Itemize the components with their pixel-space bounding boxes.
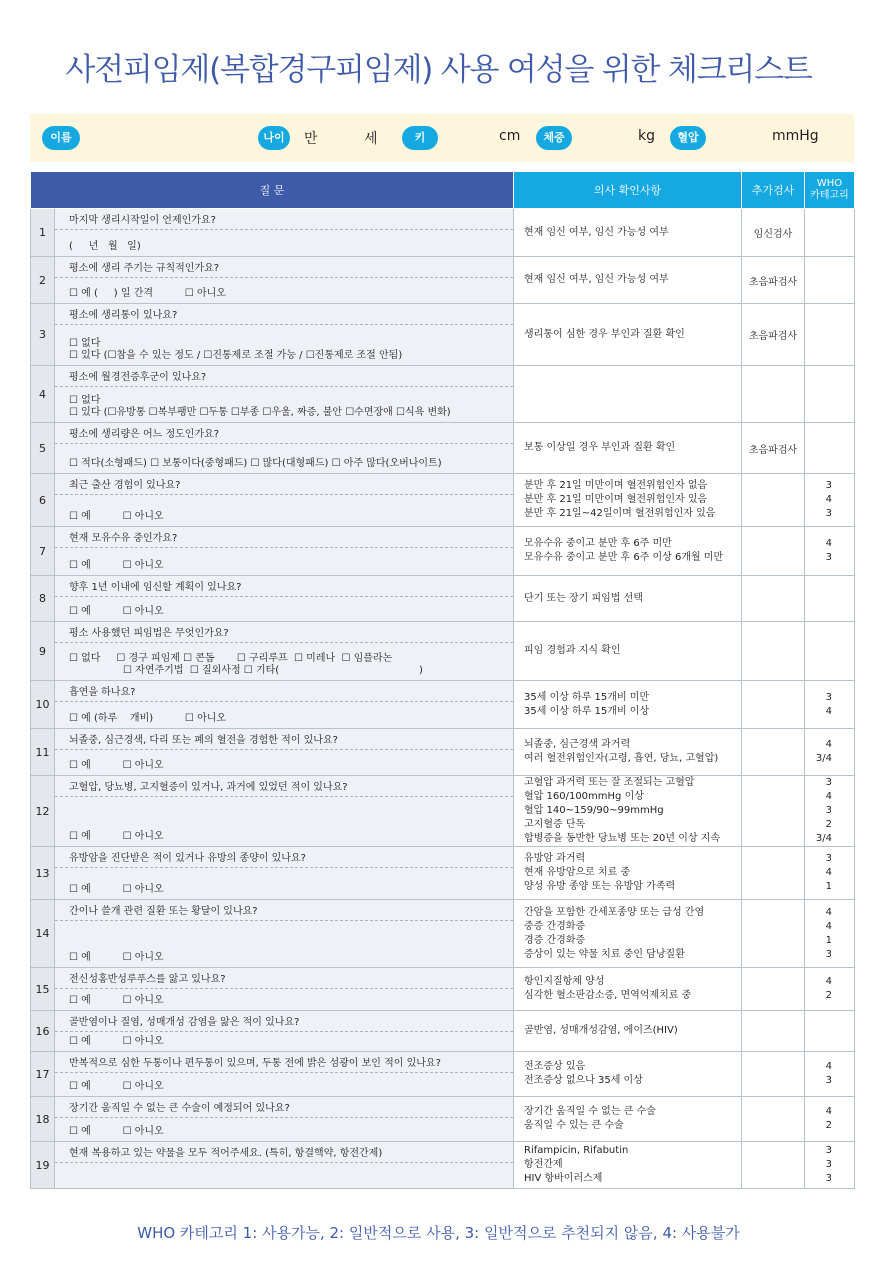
- header-question: 질 문: [31, 172, 514, 209]
- answer-area[interactable]: [55, 495, 513, 523]
- doctor-check-line: 혈압 140~159/90~99mmHg: [524, 805, 664, 816]
- doctor-check-line: 심각한 혈소판감소증, 면역억제치료 중: [524, 990, 692, 1001]
- doctor-check-line: 분만 후 21일~42일이며 혈전위험인자 있음: [524, 508, 716, 519]
- who-category-value: 3: [825, 1173, 832, 1184]
- row-number: 2: [31, 257, 55, 304]
- answer-area[interactable]: [55, 325, 513, 362]
- who-category-cell: [805, 474, 855, 527]
- doctor-check-cell: [514, 968, 742, 1011]
- table-row: [31, 366, 855, 423]
- doctor-check-line: 분만 후 21일 미만이며 혈전위험인자 없음: [524, 480, 708, 491]
- answer-area[interactable]: [55, 444, 513, 470]
- who-category-value: 3: [825, 480, 832, 491]
- who-category-value: 3: [825, 508, 832, 519]
- question-cell: [55, 968, 514, 1011]
- who-category-value: 2: [825, 819, 832, 830]
- answer-option[interactable]: ☐ 예 ☐ 아니오: [69, 995, 164, 1006]
- answer-option[interactable]: ☐ 예 ☐ 아니오: [69, 952, 164, 963]
- answer-area[interactable]: [55, 597, 513, 618]
- answer-option[interactable]: ☐ 예 ☐ 아니오: [69, 1081, 164, 1092]
- doctor-check-line: 현재 유방암으로 치료 중: [524, 867, 631, 878]
- extra-test-cell: [742, 776, 805, 847]
- extra-test-cell: [742, 900, 805, 968]
- row-number: 10: [31, 681, 55, 729]
- who-category-value: 2: [825, 1120, 832, 1131]
- doctor-check-cell: [514, 729, 742, 776]
- row-number: 19: [31, 1142, 55, 1189]
- doctor-check-cell: [514, 366, 742, 423]
- age-unit-2: 세: [364, 131, 378, 147]
- table-row: [31, 1142, 855, 1189]
- bp-label: 혈압: [670, 126, 706, 150]
- doctor-check-line: 유방암 과거력: [524, 853, 586, 864]
- question-cell: [55, 729, 514, 776]
- table-row: [31, 1097, 855, 1142]
- question-text: 현재 복용하고 있는 약물을 모두 적어주세요. (특히, 항결핵약, 항전간제): [55, 1142, 513, 1163]
- who-category-value: 4: [825, 791, 832, 802]
- table-row: [31, 257, 855, 304]
- doctor-check-line: 35세 이상 하루 15개비 미만: [524, 691, 650, 703]
- who-category-value: 4: [825, 538, 832, 549]
- answer-option[interactable]: ☐ 예 ☐ 아니오: [69, 560, 164, 571]
- answer-area[interactable]: [55, 868, 513, 896]
- who-category-value: 1: [825, 934, 832, 946]
- who-category-value: 4: [825, 739, 832, 750]
- who-category-cell: [805, 576, 855, 622]
- who-category-value: 3: [825, 1159, 832, 1170]
- answer-option[interactable]: ☐ 예 ☐ 아니오: [69, 1126, 164, 1137]
- answer-option[interactable]: ☐ 예 ☐ 아니오: [69, 511, 164, 522]
- answer-option[interactable]: ☐ 없다: [69, 338, 101, 349]
- extra-test-cell: [742, 1011, 805, 1052]
- doctor-check-line: 고혈압 과거력 또는 잘 조절되는 고혈압: [524, 777, 695, 788]
- question-cell: [55, 576, 514, 622]
- question-text: 장기간 움직일 수 없는 큰 수술이 예정되어 있나요?: [55, 1097, 513, 1118]
- answer-area[interactable]: [55, 548, 513, 572]
- who-category-cell: [805, 622, 855, 681]
- who-category-value: 2: [825, 990, 832, 1001]
- question-cell: [55, 257, 514, 304]
- table-row: [31, 1011, 855, 1052]
- extra-test-cell: [742, 1052, 805, 1097]
- extra-test-cell: [742, 527, 805, 576]
- extra-test-cell: [742, 1097, 805, 1142]
- doctor-check-cell: [514, 304, 742, 366]
- question-text: 평소에 월경전증후군이 있나요?: [55, 366, 513, 387]
- question-cell: [55, 776, 514, 847]
- answer-option[interactable]: ☐ 적다(소형패드) ☐ 보통이다(중형패드) ☐ 많다(대형패드) ☐ 아주 많다(오버나이트): [69, 458, 442, 469]
- answer-area[interactable]: [55, 1032, 513, 1048]
- row-number: 5: [31, 423, 55, 474]
- question-cell: [55, 622, 514, 681]
- answer-area[interactable]: [55, 921, 513, 964]
- row-number: 8: [31, 576, 55, 622]
- question-cell: [55, 900, 514, 968]
- table-row: [31, 304, 855, 366]
- question-cell: [55, 209, 514, 257]
- doctor-check-cell: [514, 1011, 742, 1052]
- who-category-value: 3: [825, 948, 832, 960]
- who-category-cell: [805, 209, 855, 257]
- age-unit-1: 만: [304, 131, 318, 147]
- extra-test-cell: [742, 847, 805, 900]
- row-number: 18: [31, 1097, 55, 1142]
- extra-test-cell: [742, 366, 805, 423]
- answer-option[interactable]: ☐ 없다 ☐ 경구 피임제 ☐ 콘돔 ☐ 구리루프 ☐ 미레나 ☐ 임플라논: [69, 653, 393, 664]
- doctor-check-line: 항인지질항체 양성: [524, 976, 605, 987]
- answer-option[interactable]: ☐ 예 ☐ 아니오: [69, 606, 164, 617]
- table-row: [31, 622, 855, 681]
- table-row: [31, 847, 855, 900]
- answer-option[interactable]: ☐ 없다: [69, 395, 101, 406]
- who-category-cell: [805, 729, 855, 776]
- who-category-value: 4: [825, 920, 832, 932]
- doctor-check-line: 움직일 수 있는 큰 수술: [524, 1120, 624, 1131]
- doctor-check-line: Rifampicin, Rifabutin: [524, 1145, 629, 1156]
- doctor-check-line: 전조증상 있음: [524, 1061, 586, 1072]
- doctor-check-line: 양성 유방 종양 또는 유방암 가족력: [524, 881, 676, 892]
- answer-option[interactable]: ☐ 예 ☐ 아니오: [69, 884, 164, 895]
- who-category-cell: [805, 366, 855, 423]
- who-category-value: 4: [825, 705, 832, 717]
- page-title: 사전피임제(복합경구피임제) 사용 여성을 위한 체크리스트: [65, 52, 812, 88]
- answer-option[interactable]: ( 년 월 일): [69, 241, 141, 252]
- who-category-value: 4: [825, 906, 832, 918]
- doctor-check-line: HIV 항바이러스제: [524, 1173, 603, 1184]
- table-row: [31, 527, 855, 576]
- doctor-check-line: 모유수유 중이고 분만 후 6주 이상 6개월 미만: [524, 552, 724, 563]
- answer-area[interactable]: [55, 797, 513, 843]
- question-cell: [55, 1011, 514, 1052]
- who-category-cell: [805, 681, 855, 729]
- weight-label: 체중: [536, 126, 572, 150]
- doctor-check-line: 장기간 움직일 수 없는 큰 수술: [524, 1106, 656, 1117]
- who-category-value: 3/4: [815, 753, 832, 764]
- height-unit: cm: [499, 128, 521, 144]
- table-row: [31, 968, 855, 1011]
- who-category-cell: [805, 1011, 855, 1052]
- doctor-check-line: 중증 간경화증: [524, 920, 586, 932]
- question-cell: [55, 423, 514, 474]
- who-category-cell: [805, 527, 855, 576]
- doctor-check-line: 35세 이상 하루 15개비 이상: [524, 705, 650, 717]
- doctor-check-cell: [514, 576, 742, 622]
- doctor-check-line: 생리통이 심한 경우 부인과 질환 확인: [524, 328, 685, 340]
- doctor-check-line: 분만 후 21일 미만이며 혈전위험인자 있음: [524, 494, 708, 505]
- extra-test-cell: 초음파검사: [742, 304, 805, 366]
- row-number: 17: [31, 1052, 55, 1097]
- extra-test-cell: 초음파검사: [742, 423, 805, 474]
- doctor-check-line: 뇌졸중, 심근경색 과거력: [524, 739, 631, 750]
- answer-option[interactable]: ☐ 예 ( ) 일 간격 ☐ 아니오: [69, 288, 226, 299]
- question-text: 뇌졸중, 심근경색, 다리 또는 폐의 혈전을 경험한 적이 있나요?: [55, 729, 513, 750]
- header-who-line1: WHO: [816, 178, 843, 189]
- doctor-check-line: 항전간제: [524, 1159, 563, 1170]
- who-category-cell: [805, 1097, 855, 1142]
- header-who-line2: 카테고리: [810, 190, 849, 201]
- doctor-check-line: 여러 혈전위험인자(고령, 흡연, 당뇨, 고혈압): [524, 753, 719, 764]
- table-row: [31, 1052, 855, 1097]
- answer-option[interactable]: ☐ 예 ☐ 아니오: [69, 760, 164, 771]
- answer-option[interactable]: ☐ 자연주기법 ☐ 질외사정 ☐ 기타( ): [69, 665, 423, 676]
- doctor-check-line: 현재 임신 여부, 임신 가능성 여부: [524, 226, 669, 238]
- doctor-check-line: 피임 경험과 지식 확인: [524, 645, 621, 656]
- question-text: 유방암을 진단받은 적이 있거나 유방의 종양이 있나요?: [55, 847, 513, 868]
- row-number: 11: [31, 729, 55, 776]
- who-category-cell: [805, 1142, 855, 1189]
- extra-test-cell: [742, 681, 805, 729]
- answer-option[interactable]: ☐ 예 (하루 개비) ☐ 아니오: [69, 713, 227, 724]
- row-number: 13: [31, 847, 55, 900]
- who-category-value: 4: [825, 1061, 832, 1072]
- row-number: 16: [31, 1011, 55, 1052]
- answer-option[interactable]: ☐ 있다 (☐유방통 ☐복부팽만 ☐두통 ☐부종 ☐우울, 짜증, 불안 ☐수면장애 ☐식욕 변화): [69, 407, 451, 418]
- doctor-check-cell: [514, 209, 742, 257]
- question-cell: [55, 1142, 514, 1189]
- table-header-row: [31, 172, 855, 209]
- who-category-cell: [805, 1052, 855, 1097]
- who-category-cell: [805, 257, 855, 304]
- extra-test-cell: [742, 474, 805, 527]
- question-cell: [55, 1052, 514, 1097]
- header-doctor: 의사 확인사항: [514, 172, 742, 209]
- question-cell: [55, 847, 514, 900]
- who-category-cell: [805, 776, 855, 847]
- who-category-value: 4: [825, 1106, 832, 1117]
- who-category-value: 3: [825, 777, 832, 788]
- extra-test-cell: 초음파검사: [742, 257, 805, 304]
- doctor-check-line: 현재 임신 여부, 임신 가능성 여부: [524, 274, 669, 285]
- who-category-value: 3: [825, 805, 832, 816]
- doctor-check-cell: [514, 900, 742, 968]
- doctor-check-line: 증상이 있는 약물 치료 중인 담낭질환: [524, 948, 685, 960]
- row-number: 4: [31, 366, 55, 423]
- answer-area[interactable]: [55, 643, 513, 677]
- who-category-value: 1: [825, 881, 832, 892]
- answer-area[interactable]: [55, 1073, 513, 1093]
- question-cell: [55, 474, 514, 527]
- extra-test-cell: [742, 968, 805, 1011]
- question-cell: [55, 527, 514, 576]
- who-category-value: 3: [825, 691, 832, 703]
- checklist-table: [30, 171, 855, 1189]
- header-extra: 추가검사: [742, 172, 805, 209]
- table-row: [31, 423, 855, 474]
- row-number: 9: [31, 622, 55, 681]
- who-category-cell: [805, 847, 855, 900]
- table-row: [31, 681, 855, 729]
- answer-area[interactable]: [55, 230, 513, 253]
- doctor-check-line: 단기 또는 장기 피임법 선택: [524, 592, 643, 604]
- doctor-check-cell: [514, 847, 742, 900]
- question-text: 평소에 생리량은 어느 정도인가요?: [55, 423, 513, 444]
- doctor-check-line: 합병증을 동반한 당뇨병 또는 20년 이상 지속: [524, 833, 721, 844]
- question-text: 골반염이나 질염, 성매개성 감염을 앓은 적이 있나요?: [55, 1011, 513, 1032]
- table-row: [31, 776, 855, 847]
- doctor-check-line: 경증 간경화증: [524, 934, 586, 946]
- who-category-value: 3: [825, 853, 832, 864]
- table-row: [31, 474, 855, 527]
- doctor-check-cell: [514, 527, 742, 576]
- who-category-cell: [805, 900, 855, 968]
- row-number: 15: [31, 968, 55, 1011]
- doctor-check-cell: [514, 681, 742, 729]
- question-cell: [55, 1097, 514, 1142]
- answer-area[interactable]: [55, 1118, 513, 1138]
- question-cell: [55, 366, 514, 423]
- doctor-check-line: 보통 이상일 경우 부인과 질환 확인: [524, 442, 676, 453]
- answer-area[interactable]: [55, 1163, 513, 1173]
- who-category-cell: [805, 423, 855, 474]
- answer-area[interactable]: [55, 989, 513, 1007]
- extra-test-cell: [742, 729, 805, 776]
- who-category-value: 4: [825, 976, 832, 987]
- table-row: [31, 209, 855, 257]
- doctor-check-cell: [514, 1097, 742, 1142]
- answer-area[interactable]: [55, 702, 513, 725]
- who-category-value: 4: [825, 494, 832, 505]
- question-text: 평소 사용했던 피임법은 무엇인가요?: [55, 622, 513, 643]
- question-text: 최근 출산 경험이 있나요?: [55, 474, 513, 495]
- doctor-check-cell: [514, 622, 742, 681]
- weight-unit: kg: [638, 128, 655, 144]
- doctor-check-line: 혈압 160/100mmHg 이상: [524, 791, 644, 802]
- doctor-check-line: 전조증상 없으나 35세 이상: [524, 1075, 643, 1086]
- answer-option[interactable]: ☐ 예 ☐ 아니오: [69, 831, 164, 842]
- question-text: 흡연을 하나요?: [55, 681, 513, 702]
- answer-area[interactable]: [55, 387, 513, 419]
- doctor-check-line: 골반염, 성매개성감염, 에이즈(HIV): [524, 1025, 678, 1036]
- table-row: [31, 576, 855, 622]
- doctor-check-cell: [514, 423, 742, 474]
- row-number: 14: [31, 900, 55, 968]
- doctor-check-line: 모유수유 중이고 분만 후 6주 미만: [524, 538, 672, 549]
- who-legend: WHO 카테고리 1: 사용가능, 2: 일반적으로 사용, 3: 일반적으로 추천되지 않음, 4: 사용불가: [137, 1224, 740, 1242]
- table-row: [31, 900, 855, 968]
- doctor-check-line: 고지혈증 단독: [524, 819, 586, 830]
- who-category-cell: [805, 968, 855, 1011]
- doctor-check-line: 간암을 포함한 간세포종양 또는 급성 간염: [524, 906, 705, 918]
- question-text: 평소에 생리통이 있나요?: [55, 304, 513, 325]
- row-number: 6: [31, 474, 55, 527]
- answer-area[interactable]: [55, 750, 513, 772]
- question-text: 간이나 쓸개 관련 질환 또는 황달이 있나요?: [55, 900, 513, 921]
- bp-unit: mmHg: [772, 128, 819, 144]
- age-label: 나이: [258, 126, 290, 150]
- doctor-check-cell: [514, 1142, 742, 1189]
- who-category-cell: [805, 304, 855, 366]
- who-category-value: 4: [825, 867, 832, 878]
- answer-option[interactable]: ☐ 예 ☐ 아니오: [69, 1036, 164, 1047]
- extra-test-cell: [742, 1142, 805, 1189]
- answer-option[interactable]: ☐ 있다 (☐참을 수 있는 정도 / ☐진통제로 조절 가능 / ☐진통제로 조절 안됨): [69, 350, 403, 361]
- question-text: 향후 1년 이내에 임신할 계획이 있나요?: [55, 576, 513, 597]
- row-number: 1: [31, 209, 55, 257]
- doctor-check-cell: [514, 776, 742, 847]
- question-text: 전신성홍반성루푸스를 앓고 있나요?: [55, 968, 513, 989]
- doctor-check-cell: [514, 257, 742, 304]
- doctor-check-cell: [514, 1052, 742, 1097]
- question-cell: [55, 304, 514, 366]
- question-text: 현재 모유수유 중인가요?: [55, 527, 513, 548]
- who-category-value: 3: [825, 1145, 832, 1156]
- patient-info-bar: [30, 114, 854, 162]
- row-number: 12: [31, 776, 55, 847]
- question-text: 반복적으로 심한 두통이나 편두통이 있으며, 두통 전에 밝은 섬광이 보인 적이 있나요?: [55, 1052, 513, 1073]
- answer-area[interactable]: [55, 278, 513, 300]
- who-category-value: 3/4: [815, 833, 832, 844]
- row-number: 7: [31, 527, 55, 576]
- question-cell: [55, 681, 514, 729]
- extra-test-cell: 임신검사: [742, 209, 805, 257]
- who-category-value: 3: [825, 1075, 832, 1086]
- extra-test-cell: [742, 576, 805, 622]
- row-number: 3: [31, 304, 55, 366]
- question-text: 평소에 생리 주기는 규칙적인가요?: [55, 257, 513, 278]
- table-row: [31, 729, 855, 776]
- question-text: 고혈압, 당뇨병, 고지혈증이 있거나, 과거에 있었던 적이 있나요?: [55, 776, 513, 797]
- name-label: 이름: [42, 126, 80, 150]
- height-label: 키: [402, 126, 438, 150]
- extra-test-cell: [742, 622, 805, 681]
- doctor-check-cell: [514, 474, 742, 527]
- who-category-value: 3: [825, 552, 832, 563]
- header-who: [805, 172, 855, 209]
- question-text: 마지막 생리시작일이 언제인가요?: [55, 209, 513, 230]
